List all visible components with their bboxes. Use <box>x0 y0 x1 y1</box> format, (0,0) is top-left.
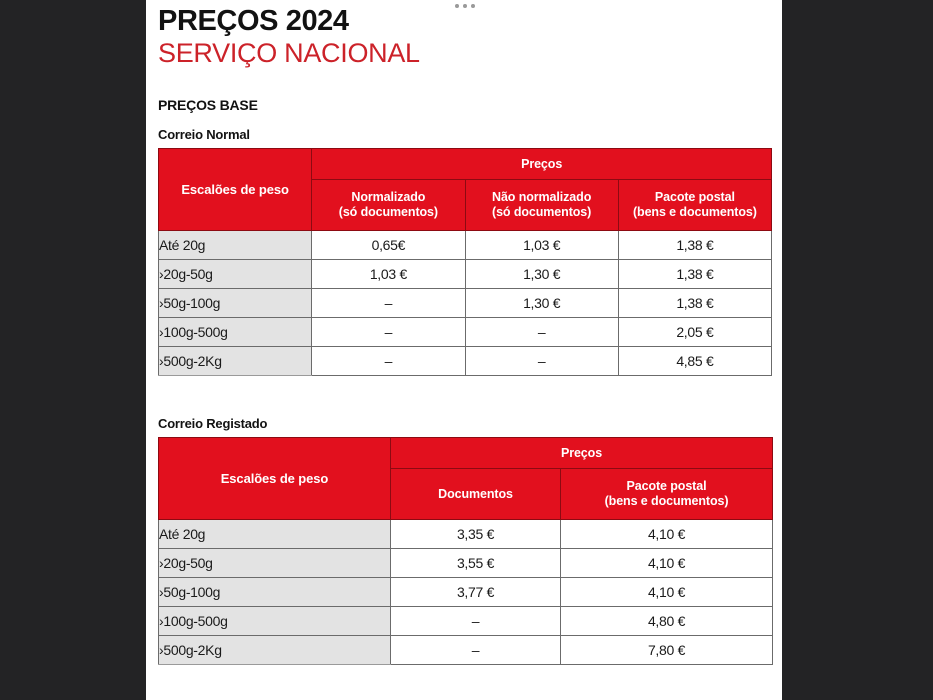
page-subtitle: SERVIÇO NACIONAL <box>158 38 420 69</box>
section-title: PREÇOS BASE <box>158 97 258 113</box>
table-row <box>159 347 772 376</box>
header-normalizado <box>312 180 465 231</box>
cell-weight: Até 20g <box>159 520 391 549</box>
header-line1: Pacote postal <box>654 190 735 204</box>
table-spacer <box>158 376 772 402</box>
dot-2 <box>463 4 467 8</box>
cell-price: – <box>391 636 561 665</box>
header-nao-normalizado <box>465 180 618 231</box>
cell-price: 1,03 € <box>312 260 465 289</box>
table-label-correio-normal: Correio Normal <box>158 127 250 142</box>
cell-price: – <box>465 347 618 376</box>
table-head <box>159 149 772 231</box>
cell-weight: ›500g-2Kg <box>159 636 391 665</box>
header-escaloes-de-peso: Escalões de peso <box>159 438 391 520</box>
cell-price: 3,55 € <box>391 549 561 578</box>
cell-price: 7,80 € <box>561 636 773 665</box>
cell-price: – <box>391 607 561 636</box>
header-line1: Pacote postal <box>626 479 707 493</box>
table-row <box>159 318 772 347</box>
cell-weight: ›20g-50g <box>159 549 391 578</box>
overflow-dots-icon[interactable] <box>455 4 475 8</box>
cell-price: 1,38 € <box>618 260 771 289</box>
header-pacote-postal <box>561 469 773 520</box>
cell-price: 3,35 € <box>391 520 561 549</box>
cell-price: 1,38 € <box>618 289 771 318</box>
cell-weight: ›500g-2Kg <box>159 347 312 376</box>
cell-weight: ›20g-50g <box>159 260 312 289</box>
cell-price: 4,10 € <box>561 578 773 607</box>
header-line1: Normalizado <box>351 190 426 204</box>
table-row <box>159 607 773 636</box>
dot-1 <box>455 4 459 8</box>
table-head-row-group <box>159 438 773 469</box>
cell-price: 4,80 € <box>561 607 773 636</box>
cell-weight: ›50g-100g <box>159 289 312 318</box>
table-head <box>159 438 773 520</box>
cell-price: – <box>312 289 465 318</box>
cell-price: – <box>312 347 465 376</box>
dot-3 <box>471 4 475 8</box>
price-table-correio-normal <box>158 148 772 376</box>
header-precos-group: Preços <box>391 438 773 469</box>
cell-price: 1,38 € <box>618 231 771 260</box>
table-row <box>159 231 772 260</box>
header-precos-group: Preços <box>312 149 772 180</box>
cell-price: 4,10 € <box>561 549 773 578</box>
header-documentos <box>391 469 561 520</box>
table-row <box>159 520 773 549</box>
cell-weight: ›50g-100g <box>159 578 391 607</box>
cell-price: 0,65€ <box>312 231 465 260</box>
table-row <box>159 636 773 665</box>
page-title: PREÇOS 2024 <box>158 5 349 37</box>
header-line2: (bens e documentos) <box>632 205 757 219</box>
document-page <box>146 0 782 700</box>
cell-weight: ›100g-500g <box>159 318 312 347</box>
cell-price: 4,10 € <box>561 520 773 549</box>
cell-price: 2,05 € <box>618 318 771 347</box>
header-line1: Documentos <box>438 486 513 501</box>
header-line2: (só documentos) <box>492 205 592 219</box>
cell-price: 4,85 € <box>618 347 771 376</box>
table-row <box>159 289 772 318</box>
cell-price: 3,77 € <box>391 578 561 607</box>
table-head-row-group <box>159 149 772 180</box>
cell-price: 1,03 € <box>465 231 618 260</box>
header-pacote-postal <box>618 180 771 231</box>
header-line2: (só documentos) <box>338 205 438 219</box>
cell-price: – <box>465 318 618 347</box>
cell-weight: Até 20g <box>159 231 312 260</box>
cell-weight: ›100g-500g <box>159 607 391 636</box>
cell-price: 1,30 € <box>465 289 618 318</box>
table-row <box>159 578 773 607</box>
header-line1: Não normalizado <box>492 190 592 204</box>
header-line2: (bens e documentos) <box>604 494 729 508</box>
table-row <box>159 549 773 578</box>
cell-price: – <box>312 318 465 347</box>
price-table-correio-registado <box>158 437 773 665</box>
table-body <box>159 520 773 665</box>
table-label-correio-registado: Correio Registado <box>158 416 268 431</box>
table-row <box>159 260 772 289</box>
header-escaloes-de-peso: Escalões de peso <box>159 149 312 231</box>
table-body <box>159 231 772 376</box>
cell-price: 1,30 € <box>465 260 618 289</box>
